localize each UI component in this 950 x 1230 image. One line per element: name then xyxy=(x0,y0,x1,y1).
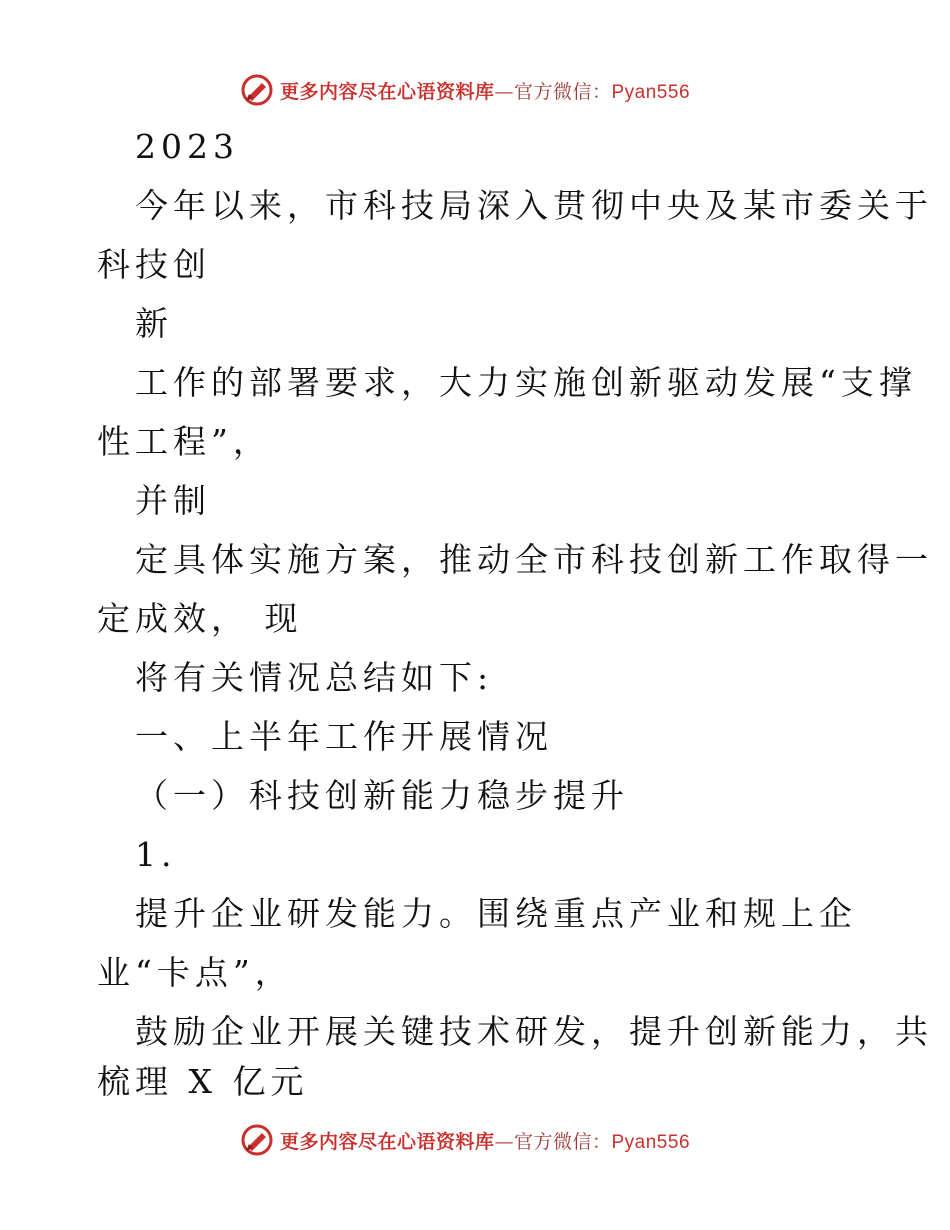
doc-line: 性工程”， xyxy=(97,422,271,461)
watermark-brand: 更多内容尽在心语资料库 xyxy=(279,80,495,103)
doc-line: 新 xyxy=(135,304,173,343)
watermark-separator: — xyxy=(494,80,514,103)
doc-line: 梳理 X 亿元 xyxy=(97,1062,309,1101)
doc-line-year: 2023 xyxy=(135,127,239,166)
watermark-separator: — xyxy=(494,1130,514,1153)
doc-line: 科技创 xyxy=(97,245,211,284)
doc-line: 业“卡点”， xyxy=(97,953,293,992)
watermark-group xyxy=(240,73,690,107)
doc-line: 工作的部署要求，大力实施创新驱动发展“支撑 xyxy=(135,363,917,402)
doc-line: 将有关情况总结如下: xyxy=(135,658,494,697)
watermark-brand: 更多内容尽在心语资料库 xyxy=(279,1130,495,1153)
subsection-heading: （一）科技创新能力稳步提升 xyxy=(135,776,629,815)
pen-logo-icon xyxy=(240,1123,274,1157)
doc-line: 定具体实施方案，推动全市科技创新工作取得一 xyxy=(135,540,933,579)
doc-line: 提升企业研发能力。围绕重点产业和规上企 xyxy=(135,894,857,933)
header-watermark xyxy=(0,70,950,110)
watermark-text xyxy=(280,1127,690,1154)
watermark-wechat-label: 官方微信： xyxy=(513,1130,612,1153)
doc-line: 并制 xyxy=(135,481,211,520)
section-heading: 一、上半年工作开展情况 xyxy=(135,717,553,756)
pen-logo-icon xyxy=(240,73,274,107)
doc-line: 定成效， 现 xyxy=(97,599,303,638)
watermark-wechat-id: Pyan556 xyxy=(611,1131,691,1153)
doc-line: 今年以来，市科技局深入贯彻中央及某市委关于 xyxy=(135,186,933,225)
watermark-group xyxy=(240,1123,690,1157)
item-number: 1. xyxy=(135,835,177,874)
footer-watermark xyxy=(0,1120,950,1160)
watermark-text xyxy=(280,77,690,104)
doc-line: 鼓励企业开展关键技术研发，提升创新能力，共 xyxy=(135,1012,933,1051)
watermark-wechat-id: Pyan556 xyxy=(611,81,691,103)
watermark-wechat-label: 官方微信： xyxy=(513,80,612,103)
